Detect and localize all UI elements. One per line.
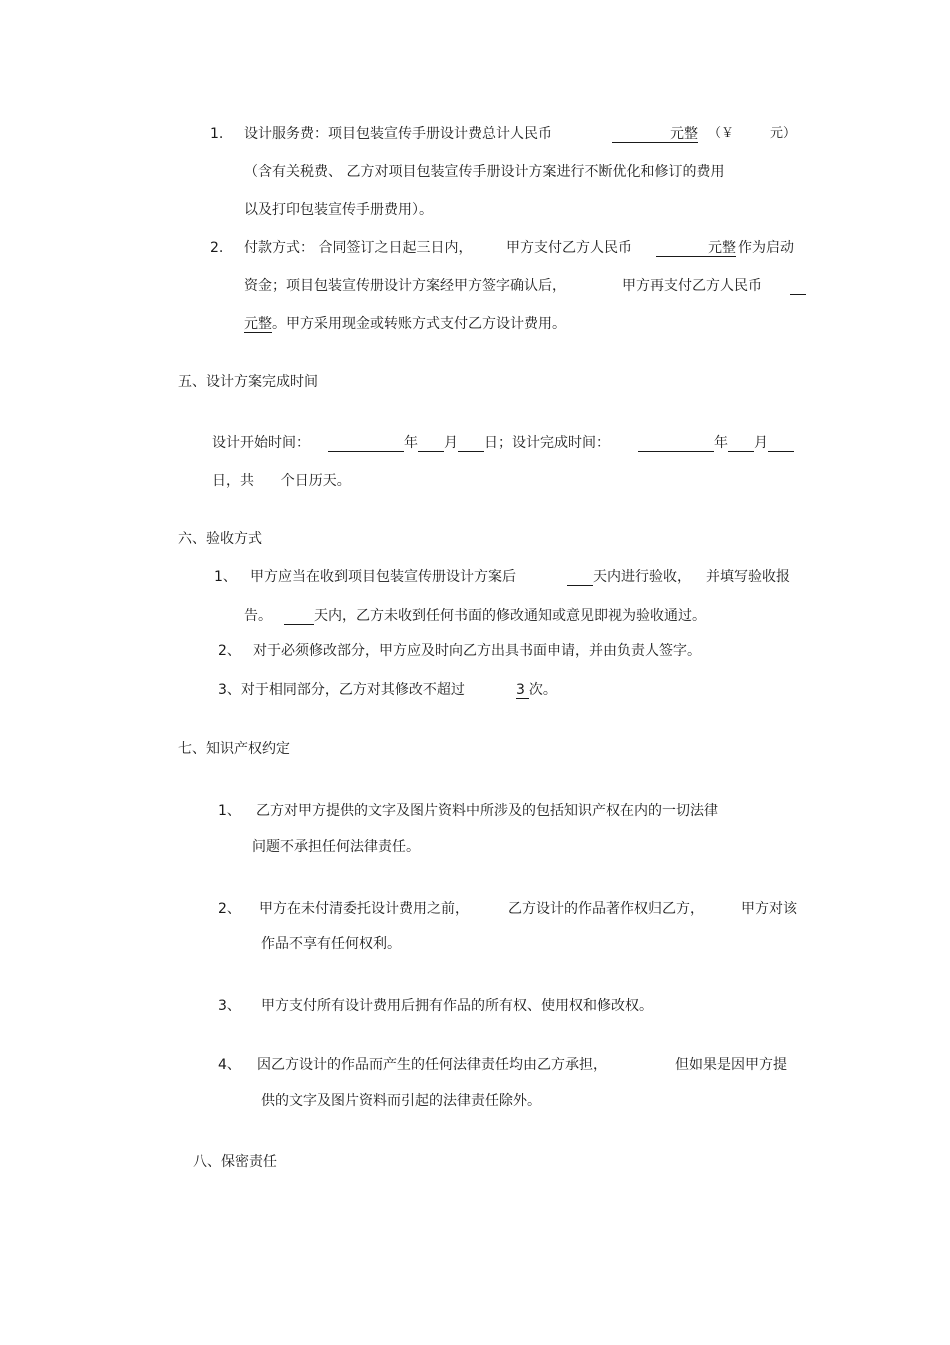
- item-text-line3: 以及打印包装宣传手册费用）。: [244, 202, 433, 218]
- item-text: 甲方对该: [741, 901, 797, 917]
- section-heading: 六、验收方式: [178, 531, 262, 547]
- item-text-line2: 告。 天内，乙方未收到任何书面的修改通知或意见即视为验收通过。: [244, 608, 706, 624]
- amount-blank: [656, 239, 736, 257]
- amount-unit: 元整: [708, 240, 736, 256]
- item-text-line2: 资金；项目包装宣传册设计方案经甲方签字确认后，: [244, 278, 566, 294]
- item-text: 乙方设计的作品著作权归乙方，: [508, 901, 704, 917]
- item-number: 2、: [218, 643, 241, 659]
- amount-unit: 元整: [670, 126, 698, 142]
- item-text: 甲方支付乙方人民币: [506, 240, 632, 256]
- days-blank: 天内进行验收，: [567, 568, 691, 586]
- item-text-line2: 甲方再支付乙方人民币: [622, 278, 762, 294]
- item-text-line2: 供的文字及图片资料而引起的法律责任除外。: [261, 1093, 541, 1109]
- item-text: 甲方支付所有设计费用后拥有作品的所有权、使用权和修改权。: [261, 998, 653, 1014]
- item-text: 但如果是因甲方提: [675, 1057, 787, 1073]
- section-heading: 八、保密责任: [193, 1154, 277, 1170]
- yen-label: （￥: [708, 126, 735, 141]
- item-text: 因乙方设计的作品而产生的任何法律责任均由乙方承担，: [257, 1057, 607, 1073]
- item-text: 对于必须修改部分，甲方应及时向乙方出具书面申请，并由负责人签字。: [253, 643, 701, 659]
- amount-unit: 元整: [244, 316, 272, 332]
- yuan-label: 元）: [770, 126, 797, 141]
- item-number: 3、: [218, 998, 241, 1014]
- item-number: 2、: [218, 901, 241, 917]
- revision-count: 3 次。: [516, 682, 557, 698]
- item-number: 1.: [210, 126, 224, 142]
- amount-blank: [612, 125, 698, 143]
- item-text: 并填写验收报: [706, 569, 790, 585]
- calendar-days: 日，共 个日历天。: [212, 473, 351, 489]
- end-date-blanks: 年 月: [638, 434, 794, 452]
- item-text: 3、对于相同部分，乙方对其修改不超过: [218, 682, 465, 698]
- item-number: 2.: [210, 240, 224, 256]
- item-number: 4、: [218, 1057, 241, 1073]
- item-text-line2: （含有关税费、 乙方对项目包装宣传手册设计方案进行不断优化和修订的费用: [244, 164, 725, 180]
- section-heading: 七、知识产权约定: [178, 741, 290, 757]
- amount-blank: [790, 277, 806, 295]
- item-text: 设计服务费：项目包装宣传手册设计费总计人民币: [244, 126, 552, 142]
- item-text: 付款方式： 合同签订之日起三日内，: [244, 240, 473, 256]
- item-text: 作为启动: [738, 240, 794, 256]
- item-text: 甲方应当在收到项目包装宣传册设计方案后: [250, 569, 516, 585]
- item-text: 。甲方采用现金或转账方式支付乙方设计费用。: [272, 316, 566, 332]
- item-text: 甲方在未付清委托设计费用之前，: [259, 901, 469, 917]
- start-time-label: 设计开始时间：: [212, 435, 310, 451]
- item-text-line3: [244, 315, 566, 333]
- item-number: 1、: [218, 803, 241, 819]
- item-text-line2: 问题不承担任何法律责任。: [252, 839, 420, 855]
- item-text: 乙方对甲方提供的文字及图片资料中所涉及的包括知识产权在内的一切法律: [256, 803, 718, 819]
- start-date-blanks: 年 月 日；设计完成时间：: [328, 434, 610, 452]
- item-text-line2: 作品不享有任何权利。: [261, 936, 401, 952]
- item-number: 1、: [214, 569, 237, 585]
- section-heading: 五、设计方案完成时间: [178, 374, 318, 390]
